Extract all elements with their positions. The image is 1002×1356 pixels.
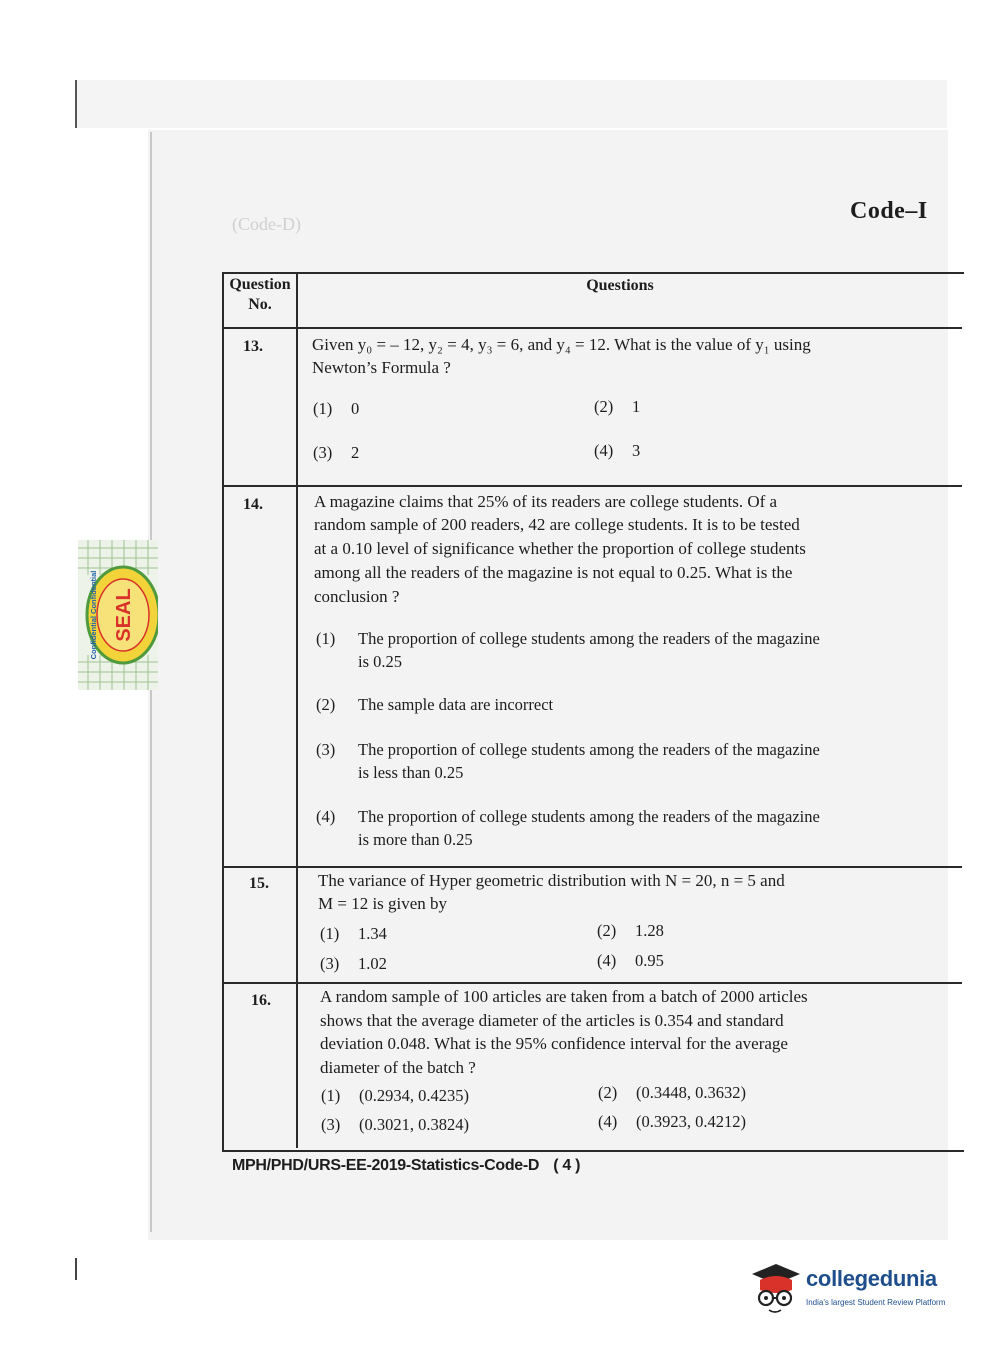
question-text: diameter of the batch ? — [320, 1058, 476, 1077]
option-2: (2) 1 — [594, 397, 641, 416]
question-text: A random sample of 100 articles are taken from a batch of 2000 articles — [320, 987, 808, 1006]
option-4: (4) 0.95 — [597, 951, 664, 970]
question-number: 16. — [251, 992, 271, 1009]
question-number: 14. — [243, 496, 263, 513]
question-text: among all the readers of the magazine is not equal to 0.25. What is the — [314, 563, 793, 582]
option-4: (4) (0.3923, 0.4212) — [598, 1112, 746, 1131]
question-text: deviation 0.048. What is the 95% confidence interval for the average — [320, 1034, 788, 1053]
question-text: Newton’s Formula ? — [312, 358, 451, 377]
option-3: (3) 2 — [313, 443, 360, 462]
option-1: (1) 1.34 — [320, 924, 387, 943]
question-text: at a 0.10 level of significance whether the proportion of college students — [314, 539, 806, 558]
column-header-question-no: Question No. — [229, 276, 291, 313]
option-3: (3) (0.3021, 0.3824) — [321, 1115, 469, 1134]
logo-wordmark: collegedunia — [806, 1266, 937, 1291]
row-divider — [222, 866, 962, 868]
question-number: 13. — [243, 338, 263, 355]
option-2: (2) (0.3448, 0.3632) — [598, 1083, 746, 1102]
option-4: (4) 3 — [594, 441, 641, 460]
scan-top-edge — [75, 80, 947, 128]
bleed-through-code: (Code-D) — [232, 214, 301, 234]
question-text: A magazine claims that 25% of its readers are college students. Of a — [314, 492, 778, 511]
column-header-questions: Questions — [586, 277, 654, 294]
question-text: random sample of 200 readers, 42 are college students. It is to be tested — [314, 515, 800, 534]
option-3: (3) 1.02 — [320, 954, 387, 973]
question-text: conclusion ? — [314, 587, 400, 606]
svg-text:SEAL: SEAL — [113, 588, 135, 642]
paper-code: MPH/PHD/URS-EE-2019-Statistics-Code-D — [232, 1157, 540, 1174]
confidential-seal-icon — [78, 540, 158, 690]
page-footer — [232, 1157, 580, 1175]
question-number: 15. — [249, 875, 269, 892]
logo-tagline: India's largest Student Review Platform — [806, 1298, 946, 1307]
header-row-divider — [222, 327, 962, 329]
row-divider — [222, 485, 962, 487]
option-1: (1) 0 — [313, 399, 360, 418]
question-text: shows that the average diameter of the articles is 0.354 and standard — [320, 1011, 784, 1030]
question-text: The variance of Hyper geometric distribution with N = 20, n = 5 and — [318, 871, 785, 890]
svg-text:Confidential Confidential: Confidential Confidential — [89, 570, 98, 660]
option-2: (2) 1.28 — [597, 921, 664, 940]
option-1: (1) (0.2934, 0.4235) — [321, 1086, 469, 1105]
scan-mark — [75, 1258, 77, 1280]
paper-code-heading: Code–I — [850, 198, 928, 224]
page-number: ( 4 ) — [553, 1157, 581, 1174]
question-text: Given y₀ = – 12, y₂ = 4, y₃ = 6, and y₄ = 12. What is the value of y₁ using — [312, 335, 811, 354]
column-divider — [296, 272, 298, 1148]
question-text: M = 12 is given by — [318, 894, 448, 913]
row-divider — [222, 982, 962, 984]
